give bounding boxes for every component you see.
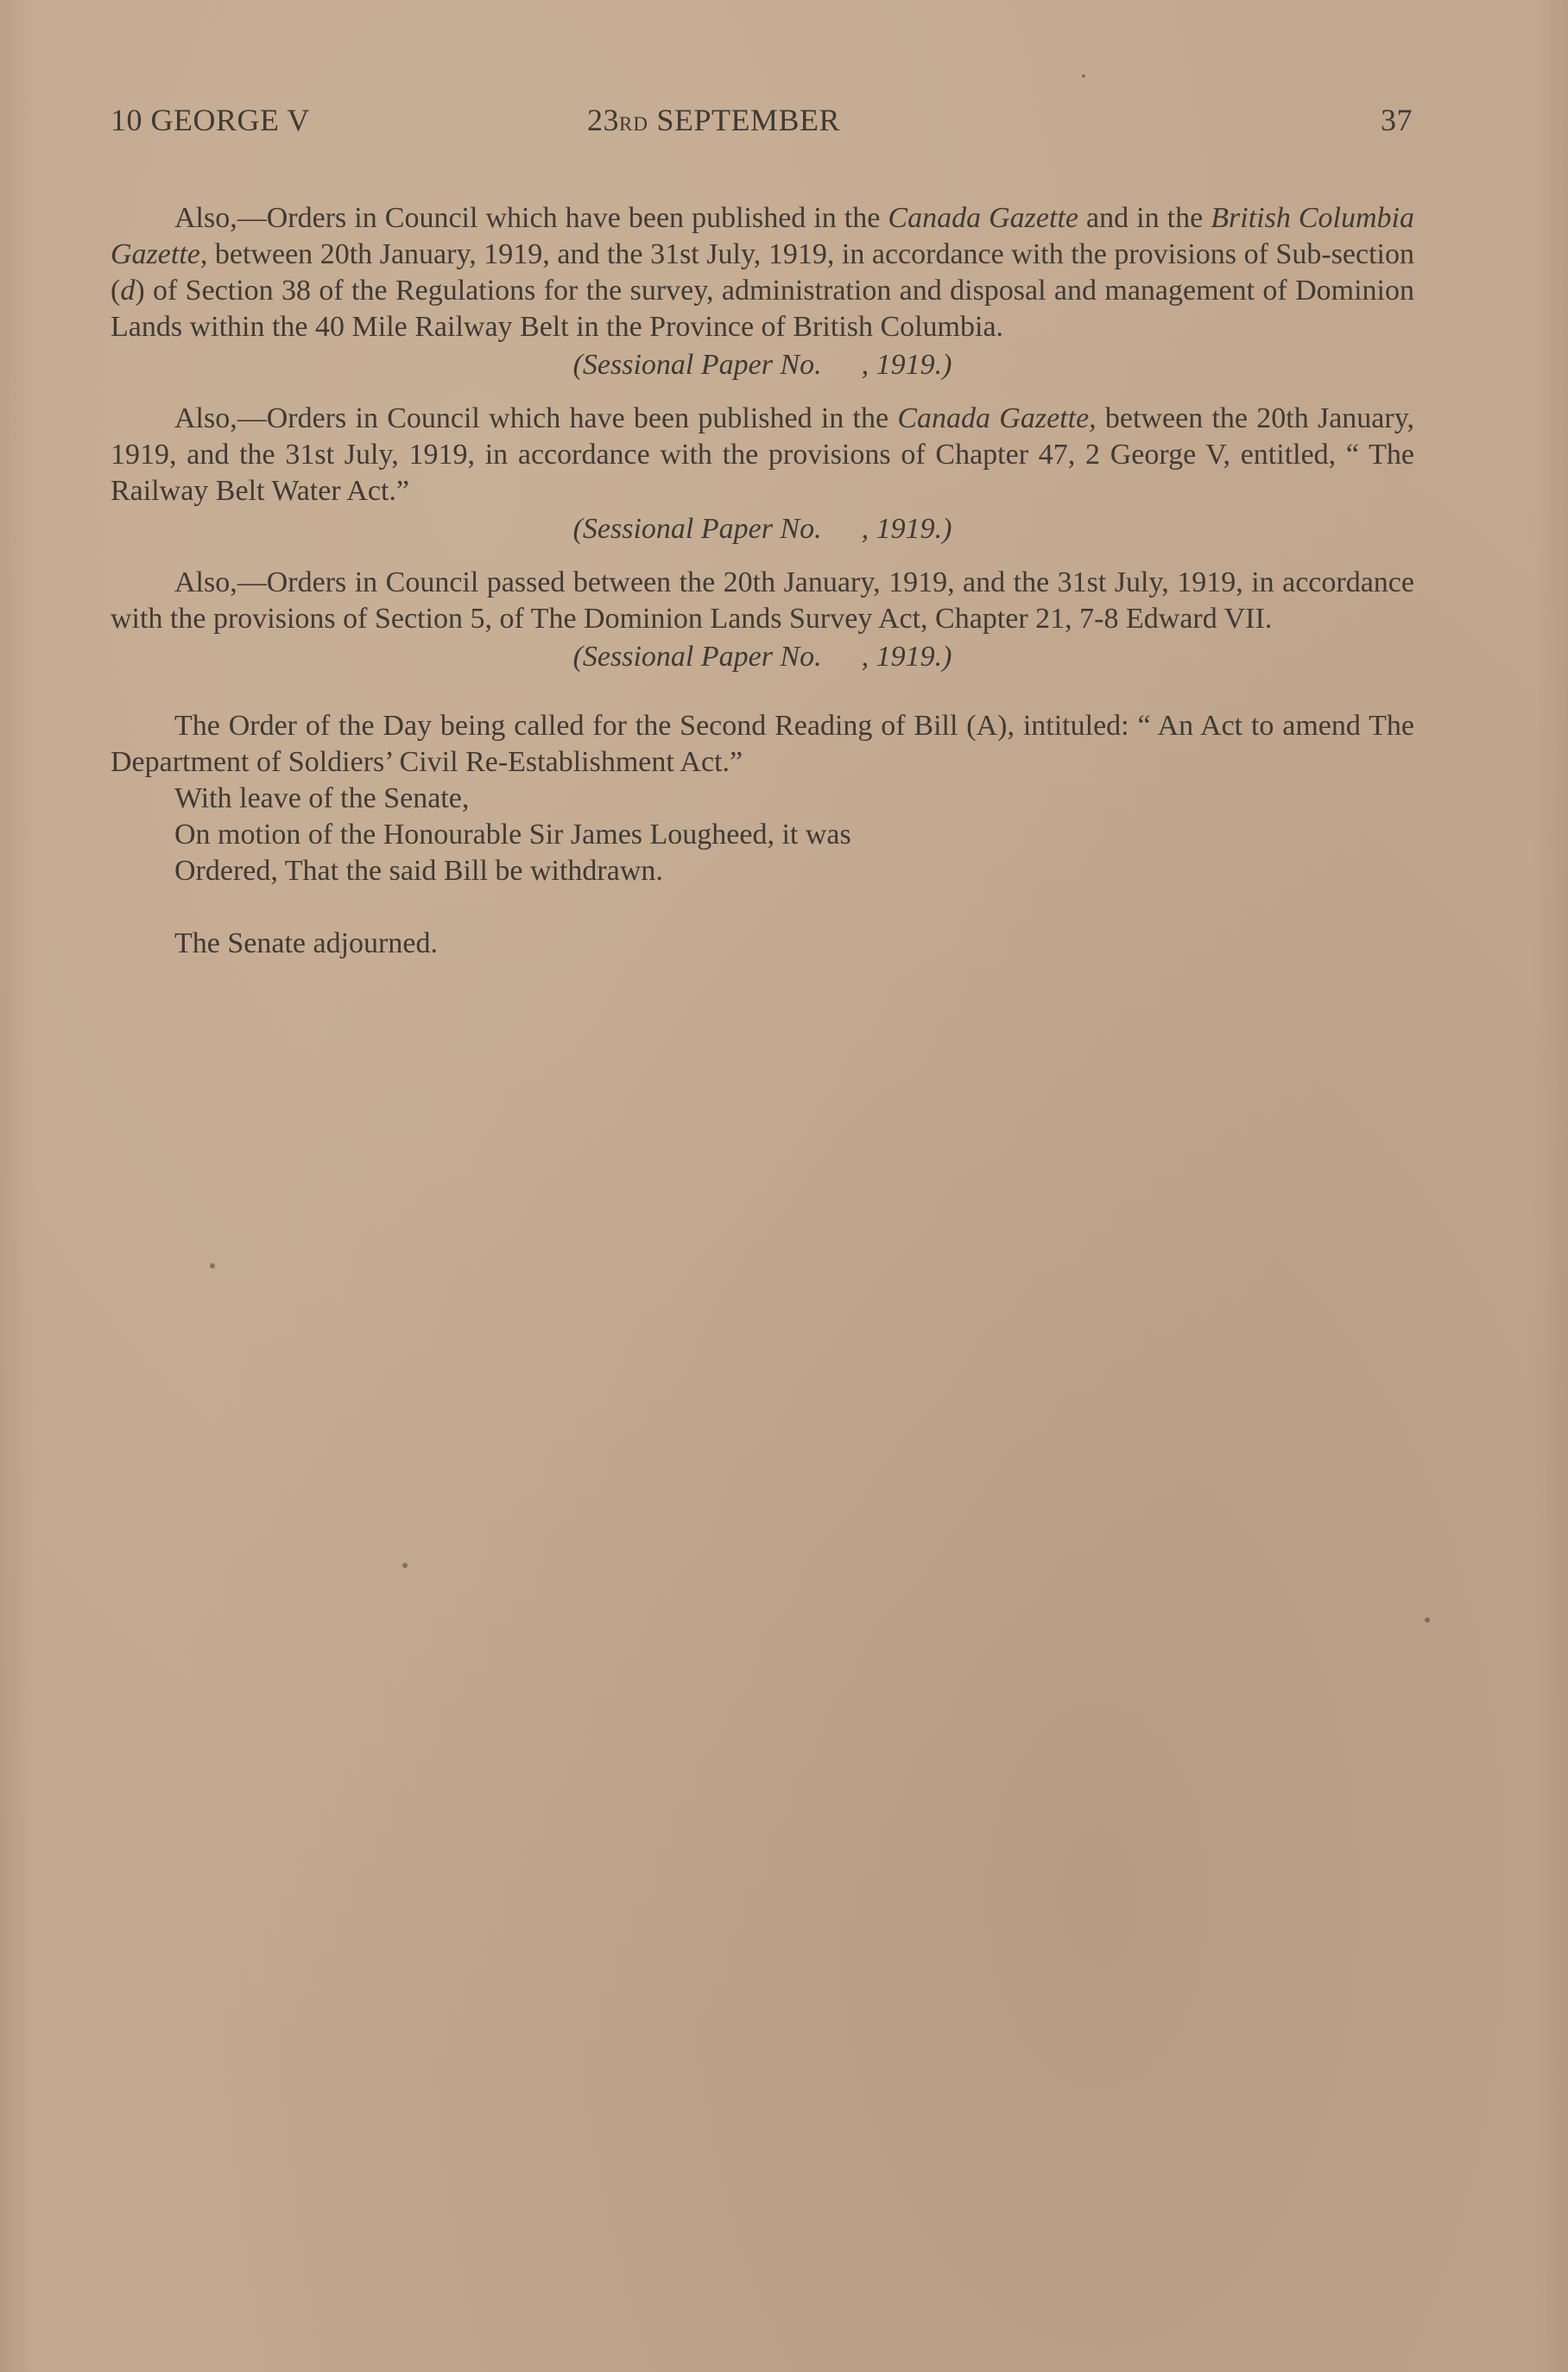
paper-speck <box>402 1563 408 1568</box>
header-day-suffix: RD <box>619 113 648 135</box>
sessional-paper-year: , 1919.) <box>861 349 952 381</box>
para1-rest2: ) of Section 38 of the Regulations for the survey, administration and disposal and management of Dominion Lands within the 40 Mile Railway Belt in the Province of British Columbia. <box>111 275 1414 343</box>
sessional-paper-label: (Sessional Paper No. <box>572 641 822 673</box>
line-motion: On motion of the Honourable Sir James Lougheed, it was <box>174 819 851 851</box>
sessional-paper-ref-2 <box>111 511 1414 547</box>
sessional-paper-year: , 1919.) <box>861 641 952 673</box>
para2-intro: Also,—Orders in Council which have been published in the <box>174 402 898 434</box>
para1-rest: between 20th January, 1919, and the 31st July, 1919, in accordance with the provisions of Sub-section ( <box>111 238 1414 307</box>
page-body <box>111 200 1414 962</box>
page-header <box>0 102 1568 145</box>
paper-speck <box>210 1263 215 1268</box>
paragraph-orders-lands-survey: Also,—Orders in Council passed between the 20th January, 1919, and the 31st July, 1919, in accordance with the provisions of Section 5, of The Dominion Lands Survey Act, Chapter 21, 7-8 Edward VII. <box>111 566 1414 635</box>
paper-speck <box>1425 1617 1430 1622</box>
para1-subsection-letter: d <box>120 275 136 307</box>
para1-mid: and in the <box>1078 202 1211 234</box>
para2-rest: between the 20th January, 1919, and the 31st July, 1919, in accordance with the provisions of Chapter 47, 2 George V, entitled, “ The Railway Belt Water Act.” <box>111 402 1414 507</box>
line-leave-of-senate: With leave of the Senate, <box>174 782 470 814</box>
line-ordered: Ordered, That the said Bill be withdrawn. <box>174 855 663 887</box>
para1-intro: Also,—Orders in Council which have been published in the <box>174 202 888 234</box>
sessional-paper-ref-3 <box>111 639 1414 675</box>
header-day: 23 <box>587 103 619 137</box>
sessional-paper-ref-1 <box>111 347 1414 383</box>
paragraph-orders-railway-belt <box>111 200 1414 345</box>
para2-gazette-name: Canada Gazette, <box>897 402 1097 434</box>
sessional-paper-year: , 1919.) <box>861 513 952 545</box>
header-date <box>587 102 840 138</box>
para1-gazette-name: Canada Gazette <box>888 202 1078 234</box>
para1-bc-gazette-name: British Columbia Gazette, <box>111 202 1414 270</box>
paragraph-order-of-day: The Order of the Day being called for the Second Reading of Bill (A), intituled: “ An Act to amend The Department of Soldiers’ Civil Re-Establishment Act.” <box>111 710 1414 778</box>
paper-speck <box>1082 74 1085 78</box>
paragraph-orders-water-act <box>111 401 1414 509</box>
page-number: 37 <box>1381 103 1413 137</box>
sessional-paper-label: (Sessional Paper No. <box>572 513 822 545</box>
header-month: SEPTEMBER <box>656 103 840 137</box>
line-senate-adjourned: The Senate adjourned. <box>174 927 438 959</box>
sessional-paper-label: (Sessional Paper No. <box>572 349 822 381</box>
header-regnal-year: 10 GEORGE V <box>111 103 310 137</box>
